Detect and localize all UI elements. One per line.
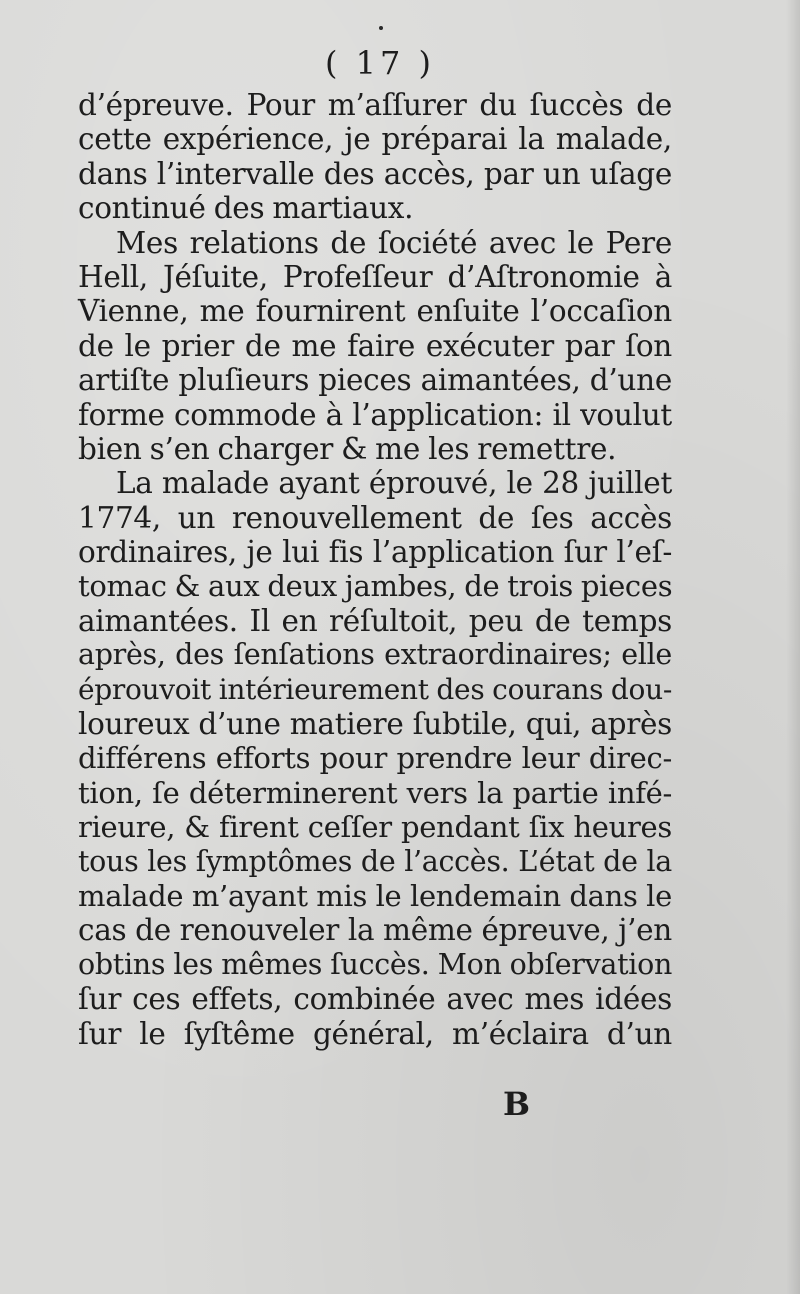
text-line: loureux d’une matiere ſubtile, qui, après xyxy=(78,707,672,742)
text-line: 1774, un renouvellement de ſes accès xyxy=(78,500,672,535)
text-line: artiſte pluſieurs pieces aimantées, d’une xyxy=(78,363,672,398)
text-line: forme commode à l’application: il voulut xyxy=(78,397,672,432)
text-line: ſur ces effets, combinée avec mes idées xyxy=(78,982,672,1017)
signature-mark: B xyxy=(503,1085,531,1123)
text-line: malade m’ayant mis le lendemain dans le xyxy=(78,878,672,913)
text-line: La malade ayant éprouvé, le 28 juillet xyxy=(116,466,672,501)
text-line: obtins les mêmes ſuccès. Mon obſervation xyxy=(78,947,672,981)
text-line: tous les ſymptômes de l’accès. L’état de la xyxy=(78,844,672,878)
text-line: ſur le ſyſtême général, m’éclaira d’un xyxy=(78,1016,672,1051)
text-line: après, des ſenſations extraordinaires; elle xyxy=(78,638,672,672)
text-line: différens efforts pour prendre leur direc- xyxy=(78,741,672,776)
text-line: éprouvoit intérieurement des courans dou- xyxy=(78,672,672,706)
text-line: aimantées. Il en réſultoit, peu de temps xyxy=(78,603,672,638)
page-number: ( 17 ) xyxy=(324,44,436,82)
text-line: bien s’en charger & me les remettre. xyxy=(78,431,617,466)
page-edge-shadow xyxy=(786,0,800,1294)
text-line: Mes relations de ſociété avec le Pere xyxy=(116,225,672,260)
text-line: ordinaires, je lui fis l’application ſur l’eſ- xyxy=(78,535,672,570)
text-line: Hell, Jéſuite, Profeſſeur d’Aſtronomie à xyxy=(78,259,672,294)
ink-speck xyxy=(379,26,383,30)
text-line: de le prier de me faire exécuter par ſon xyxy=(78,328,672,363)
text-line: cas de renouveler la même épreuve, j’en xyxy=(78,913,672,948)
text-line: rieure, & firent ceſſer pendant ſix heures xyxy=(78,810,672,845)
body-text xyxy=(78,88,672,1051)
text-line: Vienne, me fournirent enſuite l’occaſion xyxy=(78,294,672,329)
text-line: tomac & aux deux jambes, de trois pieces xyxy=(78,569,673,604)
text-line: cette expérience, je préparai la malade, xyxy=(78,122,672,157)
text-line: continué des martiaux. xyxy=(78,191,414,226)
text-line: d’épreuve. Pour m’aſſurer du ſuccès de xyxy=(78,88,672,122)
text-line: dans l’intervalle des accès, par un uſage xyxy=(78,156,672,191)
text-line: tion, ſe déterminerent vers la partie infé- xyxy=(78,775,672,810)
